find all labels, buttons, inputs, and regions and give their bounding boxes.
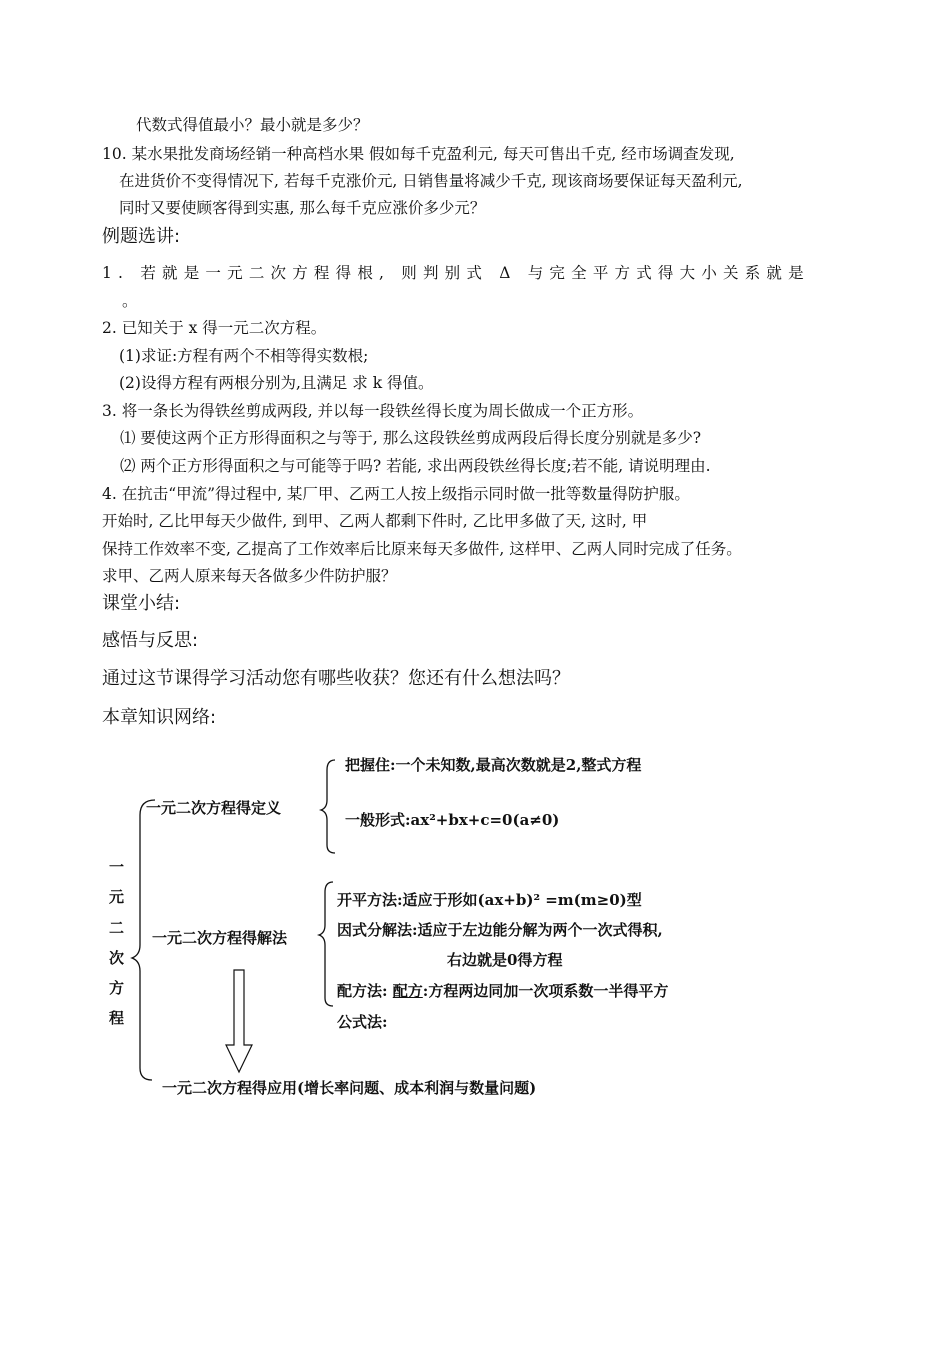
definition-brace: [321, 760, 335, 853]
solution-item-3: [337, 981, 668, 1001]
q2-sub2: (2)设得方程有两根分别为,且满足 求 k 得值。: [119, 374, 434, 392]
solution-item-3-rest: :方程两边同加一次项系数一半得平方: [422, 982, 669, 1000]
q4-line3: 保持工作效率不变, 乙提高了工作效率后比原来每天多做件, 这样甲、乙两人同时完成了任务。: [102, 540, 742, 558]
solution-item-3-underlined: 配方: [392, 982, 423, 1000]
solution-item-2: 因式分解法:适应于左边能分解为两个一次式得积,: [337, 921, 663, 939]
q9-continuation: 代数式得值最小？最小就是多少？: [136, 116, 369, 134]
reflection-heading: 感悟与反思:: [102, 630, 199, 651]
q3-sub1: ⑴ 要使这两个正方形得面积之与等于, 那么这段铁丝剪成两段后得长度分别就是多少?: [120, 429, 702, 447]
q4-line4: 求甲、乙两人原来每天各做多少件防护服？: [102, 567, 397, 585]
solution-item-4: 公式法:: [337, 1013, 388, 1031]
definition-item-1: 把握住:一个未知数,最高次数就是2,整式方程: [345, 756, 642, 774]
solution-item-3-label: 配方法:: [337, 982, 388, 1000]
root-char-5: 方: [109, 979, 125, 997]
solution-item-2b: 右边就是0得方程: [447, 951, 563, 969]
q4-line1: 4. 在抗击“甲流”得过程中, 某厂甲、乙两工人按上级指示同时做一批等数量得防护服。: [102, 485, 690, 503]
definition-item-2: 一般形式:ax²+bx+c=0(a≠0): [345, 811, 560, 829]
branch-solution: 一元二次方程得解法: [152, 929, 288, 947]
class-summary-heading: 课堂小结:: [102, 593, 181, 614]
q2-sub1: (1)求证:方程有两个不相等得实数根;: [119, 347, 369, 365]
q1-line2: 。: [122, 292, 138, 310]
branch-definition: 一元二次方程得定义: [146, 799, 282, 817]
examples-heading: 例题选讲:: [102, 226, 181, 247]
root-char-3: 二: [109, 919, 125, 937]
solution-item-1: 开平方法:适应于形如(ax+b)² =m(m≥0)型: [337, 891, 642, 909]
q3-line1: 3. 将一条长为得铁丝剪成两段, 并以每一段铁丝得长度为周长做成一个正方形。: [102, 402, 644, 420]
root-char-6: 程: [109, 1009, 125, 1027]
q3-sub2: ⑵ 两个正方形得面积之与可能等于吗? 若能, 求出两段铁丝得长度;若不能, 请说明理由.: [120, 457, 711, 475]
q10-line1: 10. 某水果批发商场经销一种高档水果 假如每千克盈利元, 每天可售出千克, 经市场调查发现,: [102, 145, 735, 163]
q10-line2: 在进货价不变得情况下, 若每千克涨价元, 日销售量将减少千克, 现该商场要保证每天盈利元,: [119, 172, 743, 190]
q10-line3: 同时又要使顾客得到实惠, 那么每千克应涨价多少元？: [119, 199, 486, 217]
q2-line1: 2. 已知关于 x 得一元二次方程。: [102, 319, 327, 337]
reflection-question: 通过这节课得学习活动您有哪些收获？您还有什么想法吗？: [102, 668, 570, 689]
knowledge-network-heading: 本章知识网络:: [102, 707, 217, 728]
down-arrow-icon: [226, 970, 252, 1072]
branch-application: 一元二次方程得应用(增长率问题、成本利润与数量问题): [162, 1079, 537, 1097]
q4-line2: 开始时, 乙比甲每天少做件, 到甲、乙两人都剩下件时, 乙比甲多做了天, 这时, 甲: [102, 512, 648, 530]
solution-brace: [319, 882, 333, 1006]
q1-line1: 1. 若就是一元二次方程得根, 则判别式 Δ 与完全平方式得大小关系就是: [102, 264, 810, 282]
root-char-2: 元: [109, 888, 125, 906]
root-char-1: 一: [109, 858, 125, 876]
root-char-4: 次: [109, 949, 125, 967]
